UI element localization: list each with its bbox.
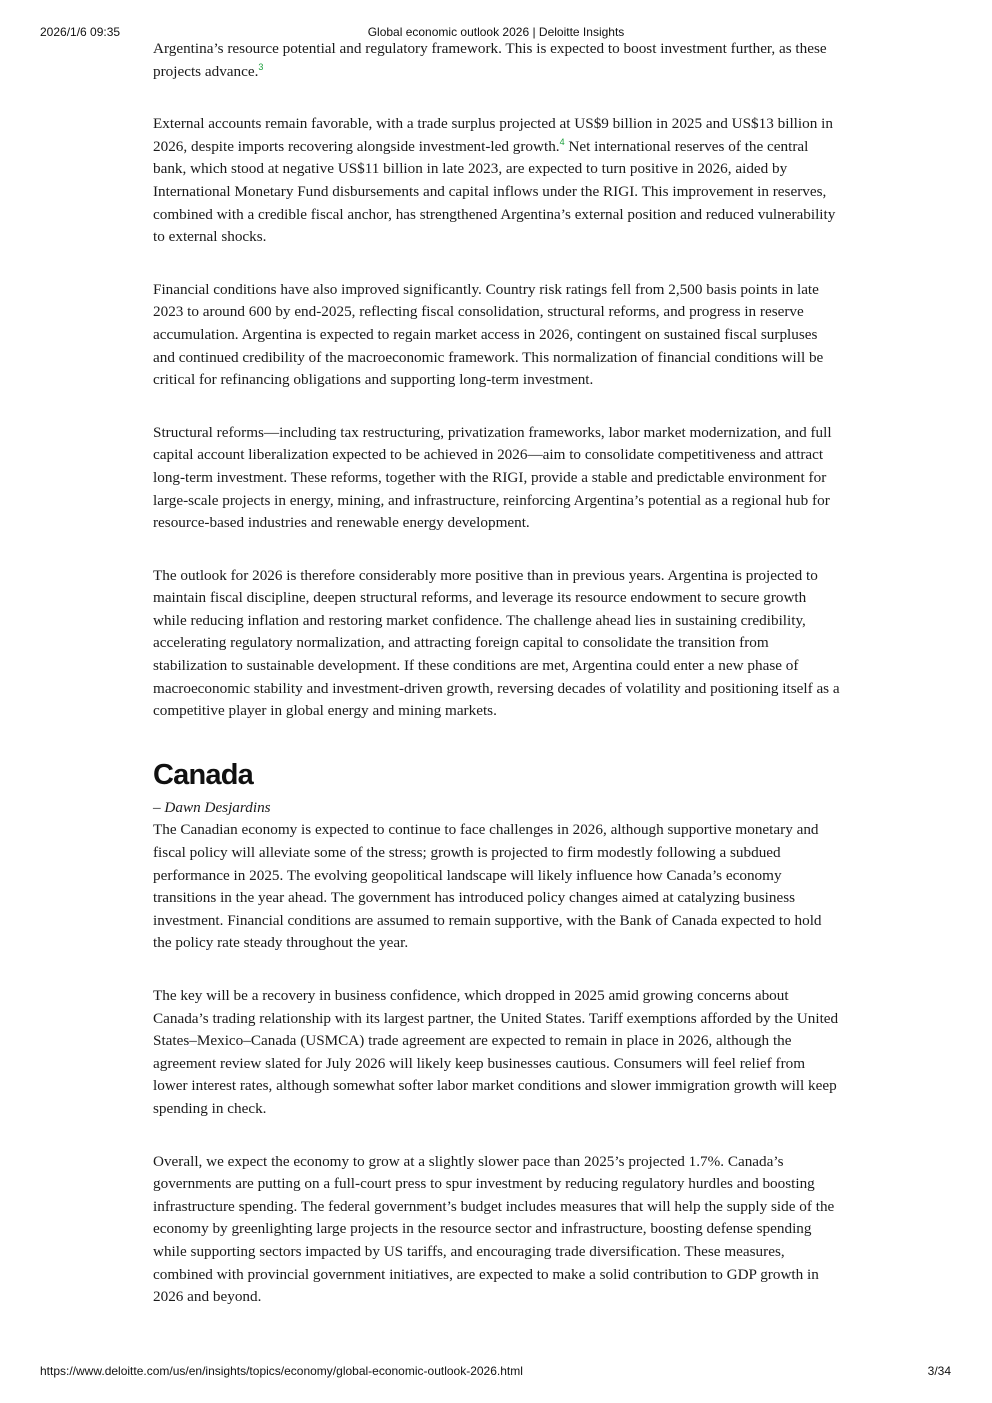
paragraph-argentina-external-accounts — [153, 113, 843, 249]
page-url: https://www.deloitte.com/us/en/insights/topics/economy/global-economic-outlook-2026.html — [40, 1364, 523, 1378]
paragraph-argentina-outlook: The outlook for 2026 is therefore considerably more positive than in previous years. Argentina is projected to maintain fiscal discipline, deepen structural reforms, and leverage its resource endowment to secure growth while reducing inflation and restoring market confidence. The challenge ahead lies in sustaining credibility, accelerating regulatory normalization, and attracting foreign capital to consolidate the transition from stabilization to sustainable development. If these conditions are met, Argentina could enter a new phase of macroeconomic stability and investment-driven growth, reversing decades of volatility and positioning itself as a competitive player in global energy and mining markets. — [153, 566, 840, 720]
paragraph-text: External accounts remain favorable, with a trade surplus projected at US$9 billion in 2025 and US$13 billion in 2026, despite imports recovering alongside investment-led growth. — [153, 115, 833, 155]
article-body — [153, 38, 843, 1339]
paragraph-argentina-resource — [153, 38, 843, 83]
paragraph-argentina-structural-reforms: Structural reforms—including tax restructuring, privatization frameworks, labor market modernization, and full capital account liberalization expected to be achieved in 2026—aim to consolidate competitiveness and attract long-term investment. These reforms, together with the RIGI, provide a stable and predictable environment for large-scale projects in energy, mining, and infrastructure, reinforcing Argentina’s potential as a regional hub for resource-based industries and renewable energy development. — [153, 423, 832, 532]
footnote-link-3[interactable]: 3 — [258, 61, 264, 72]
paragraph-canada-growth: Overall, we expect the economy to grow at a slightly slower pace than 2025’s projected 1.7%. Canada’s governments are putting on a full-court press to spur investment by reducing regulatory hurdles and boosting infrastructure spending. The federal government’s budget includes measures that will help the supply side of the economy by greenlighting large projects in the resource sector and infrastructure, boosting defense spending while supporting sectors impacted by US tariffs, and encouraging trade diversification. These measures, combined with provincial government initiatives, are expected to make a solid contribution to GDP growth in 2026 and beyond. — [153, 1152, 835, 1306]
author-byline: – Dawn Desjardins — [153, 798, 271, 816]
page-number: 3/34 — [927, 1364, 951, 1378]
footnote-link-4[interactable]: 4 — [559, 136, 565, 147]
paragraph-canada-business-confidence: The key will be a recovery in business confidence, which dropped in 2025 amid growing concerns about Canada’s trading relationship with its largest partner, the United States. Tariff exemptions afforded by the United States–Mexico–Canada (USMCA) trade agreement are expected to remain in place in 2026, although the agreement review slated for July 2026 will likely keep businesses cautious. Consumers will feel relief from lower interest rates, although somewhat softer labor market conditions and slower immigration growth will keep spending in check. — [153, 987, 839, 1117]
paragraph-argentina-financial-conditions: Financial conditions have also improved significantly. Country risk ratings fell from 2,500 basis points in late 2023 to around 600 by end-2025, reflecting fiscal consolidation, structural reforms, and progress in reserve accumulation. Argentina is expected to regain market access in 2026, contingent on sustained fiscal surpluses and continued credibility of the macroeconomic framework. This normalization of financial conditions will be critical for refinancing obligations and supporting long-term investment. — [153, 280, 824, 389]
section-title-canada: Canada — [153, 758, 253, 791]
paragraph-text: Argentina’s resource potential and regulatory framework. This is expected to boost investment further, as these projects advance. — [153, 40, 827, 80]
paragraph-text: Net international reserves of the central bank, which stood at negative US$11 billion in late 2023, are expected to turn positive in 2026, aided by International Monetary Fund disbursements and capital inflows under the RIGI. This improvement in reserves, combined with a credible fiscal anchor, has strengthened Argentina’s external position and reduced vulnerability to external shocks. — [153, 137, 836, 246]
paragraph-canada-challenges: The Canadian economy is expected to continue to face challenges in 2026, although supportive monetary and fiscal policy will alleviate some of the stress; growth is projected to firm modestly following a subdued performance in 2025. The evolving geopolitical landscape will likely influence how Canada’s economy transitions in the year ahead. The government has introduced policy changes aimed at catalyzing business investment. Financial conditions are assumed to remain supportive, with the Bank of Canada expected to hold the policy rate steady throughout the year. — [153, 821, 822, 952]
print-footer — [0, 1364, 992, 1380]
print-datetime: 2026/1/6 09:35 — [40, 25, 121, 39]
print-page-title: Global economic outlook 2026 | Deloitte Insights — [367, 25, 625, 39]
